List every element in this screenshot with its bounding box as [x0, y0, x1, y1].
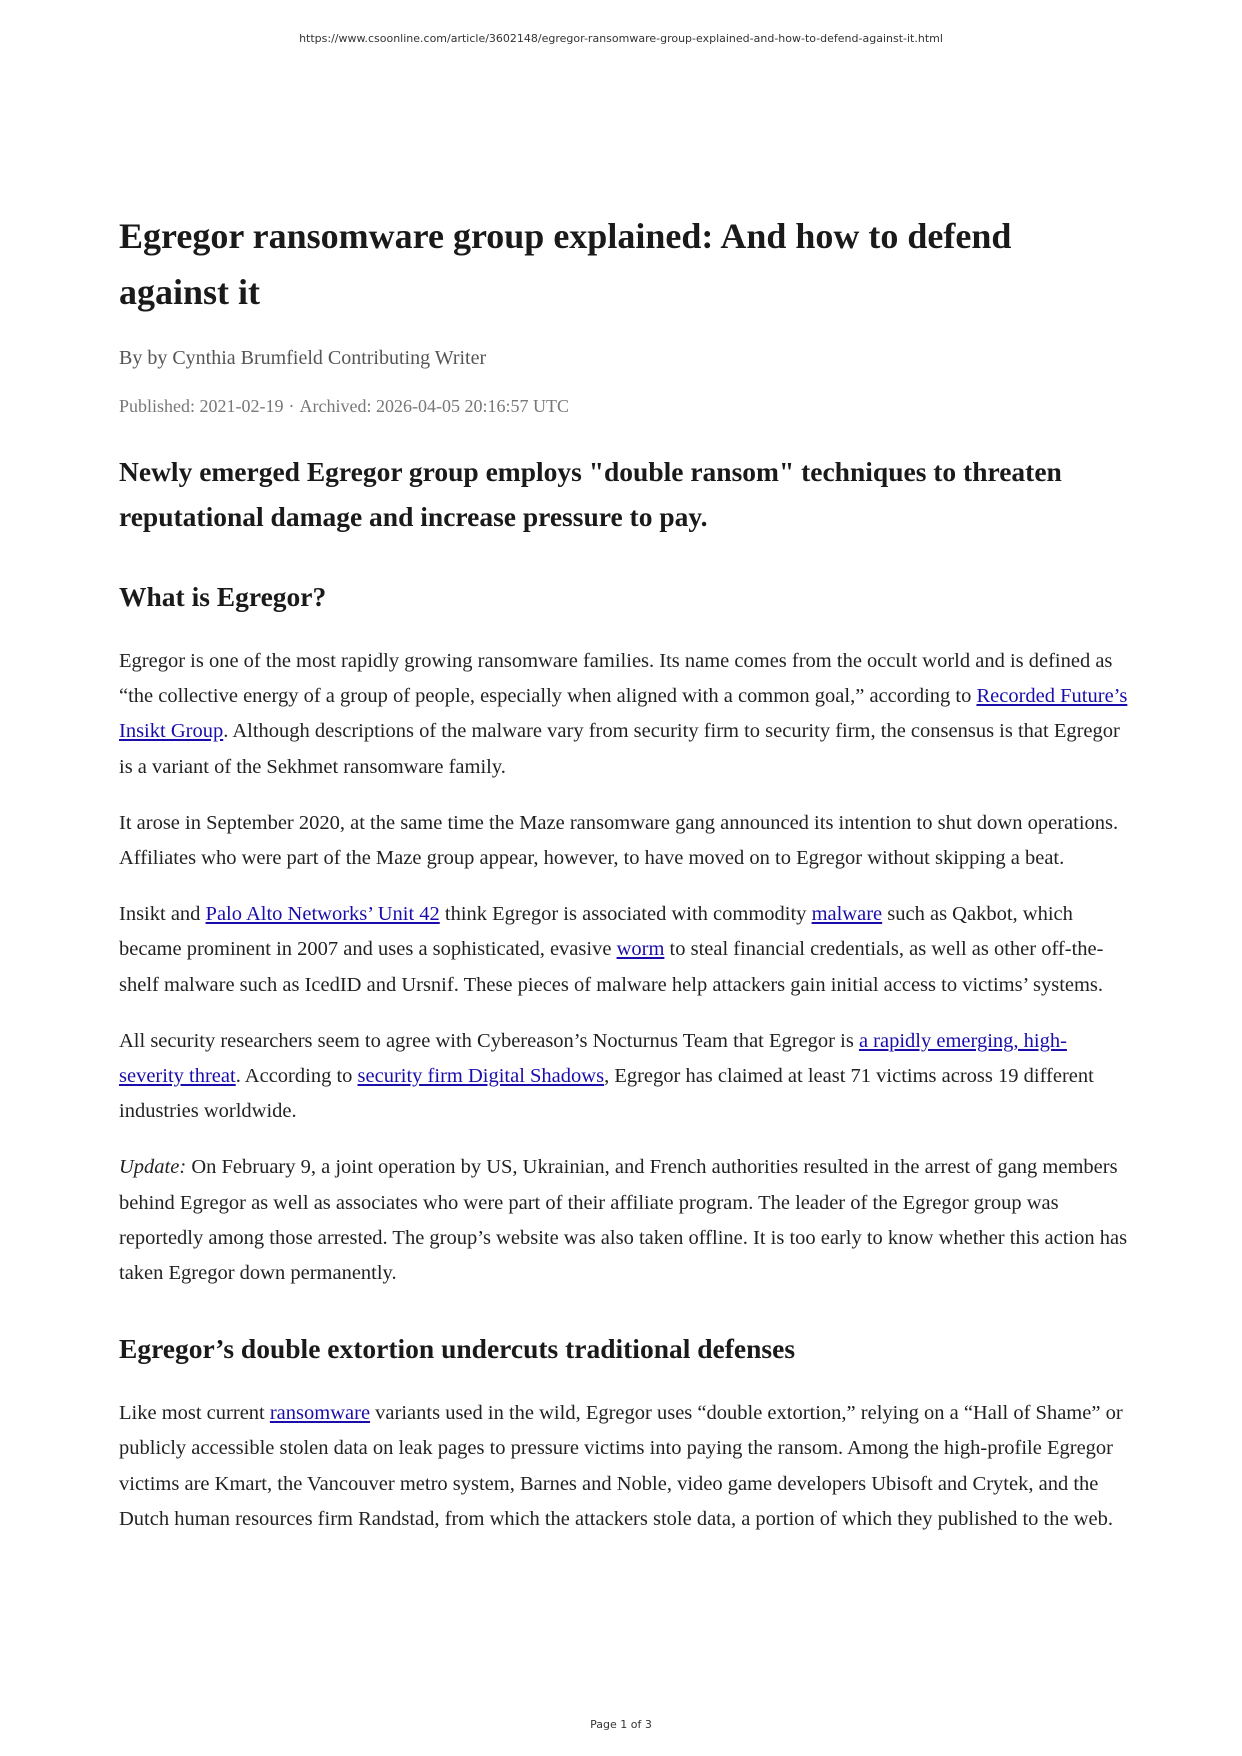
paragraph-double-extortion: [119, 1396, 1129, 1537]
text-segment: think Egregor is associated with commodity: [439, 903, 812, 926]
section-heading-double-extortion: Egregor’s double extortion undercuts traditional defenses: [119, 1333, 796, 1365]
text-segment: , Egregor has claimed at least 71 victims across 19 different industries worldwide.: [119, 1065, 1094, 1123]
archived-date: Archived: 2026-04-05 20:16:57 UTC: [299, 396, 569, 416]
text-segment: It arose in September 2020, at the same time the Maze ransomware gang announced its intention to shut down operations. Affiliates who were part of the Maze group appear, however, to have moved on to Egregor without skipping a beat.: [119, 811, 1119, 870]
page-number: Page 1 of 3: [590, 1718, 652, 1731]
text-segment: All security researchers seem to agree with Cybereason’s Nocturnus Team that Egregor is: [119, 1029, 859, 1052]
text-segment: Like most current: [119, 1402, 270, 1425]
text-segment: variants used in the wild, Egregor uses “double extortion,” relying on a “Hall of Shame” or publicly accessible stolen data on leak pages to pressure victims into paying the ransom. Among the high-profile Egregor victims are Kmart, the Vancouver metro system, Barnes and Noble, video game developers Ubisoft and Crytek, and the Dutch human resources firm Randstad, from which the attackers stole data, a portion of which they published to the web.: [119, 1402, 1123, 1530]
link-recorded-future-insikt[interactable]: Recorded Future’s Insikt Group: [119, 685, 1128, 743]
link-rapidly-emerging-threat[interactable]: a rapidly emerging, high-severity threat: [119, 1029, 1067, 1088]
update-label: Update:: [119, 1156, 187, 1179]
link-digital-shadows[interactable]: security firm Digital Shadows: [357, 1065, 605, 1088]
text-segment: such as Qakbot, which became prominent in 2007 and uses a sophisticated, evasive: [119, 903, 1073, 961]
article-dates: [119, 393, 1129, 419]
article-subtitle: Newly emerged Egregor group employs "double ransom" techniques to threaten reputational damage and increase pressure to pay.: [119, 456, 1062, 532]
text-segment: On February 9, a joint operation by US, Ukrainian, and French authorities resulted in the arrest of gang members behind Egregor as well as associates who were part of their affiliate program. The leader of the Egregor group was reportedly among those arrested. The group’s website was also taken offline. It is too early to know whether this action has taken Egregor down permanently.: [119, 1156, 1128, 1285]
text-segment: Insikt and: [119, 903, 206, 926]
article-content: [119, 208, 1129, 1537]
published-date: Published: 2021-02-19: [119, 396, 284, 416]
text-segment: . Although descriptions of the malware vary from security firm to security firm, the consensus is that Egregor is a variant of the Sekhmet ransomware family.: [119, 720, 1120, 778]
text-segment: Egregor is one of the most rapidly growing ransomware families. Its name comes from the occult world and is defined as “the collective energy of a group of people, especially when aligned with a common goal,” according to: [119, 650, 1113, 708]
link-ransomware[interactable]: ransomware: [269, 1402, 371, 1425]
paragraph-origin: [119, 806, 1129, 876]
link-worm[interactable]: worm: [616, 938, 665, 961]
text-segment: to steal financial credentials, as well as other off-the-shelf malware such as IcedID and Ursnif. These pieces of malware help attackers gain initial access to victims’ systems.: [119, 938, 1104, 996]
paragraph-threat: [119, 1024, 1129, 1130]
paragraph-intro: [119, 644, 1129, 785]
paragraph-malware: [119, 897, 1129, 1003]
paragraph-update: [119, 1150, 1129, 1291]
text-segment: . According to: [235, 1065, 358, 1088]
article-byline: By by Cynthia Brumfield Contributing Writer: [119, 347, 487, 369]
link-malware[interactable]: malware: [811, 903, 883, 926]
link-palo-alto-unit42[interactable]: Palo Alto Networks’ Unit 42: [205, 903, 440, 926]
article-title: Egregor ransomware group explained: And how to defend against it: [119, 216, 1012, 312]
date-separator: ·: [288, 396, 295, 416]
section-heading-what-is-egregor: What is Egregor?: [119, 581, 327, 612]
page-url: https://www.csoonline.com/article/3602148/egregor-ransomware-group-explained-and-how-to-defend-against-it.html: [299, 32, 943, 45]
